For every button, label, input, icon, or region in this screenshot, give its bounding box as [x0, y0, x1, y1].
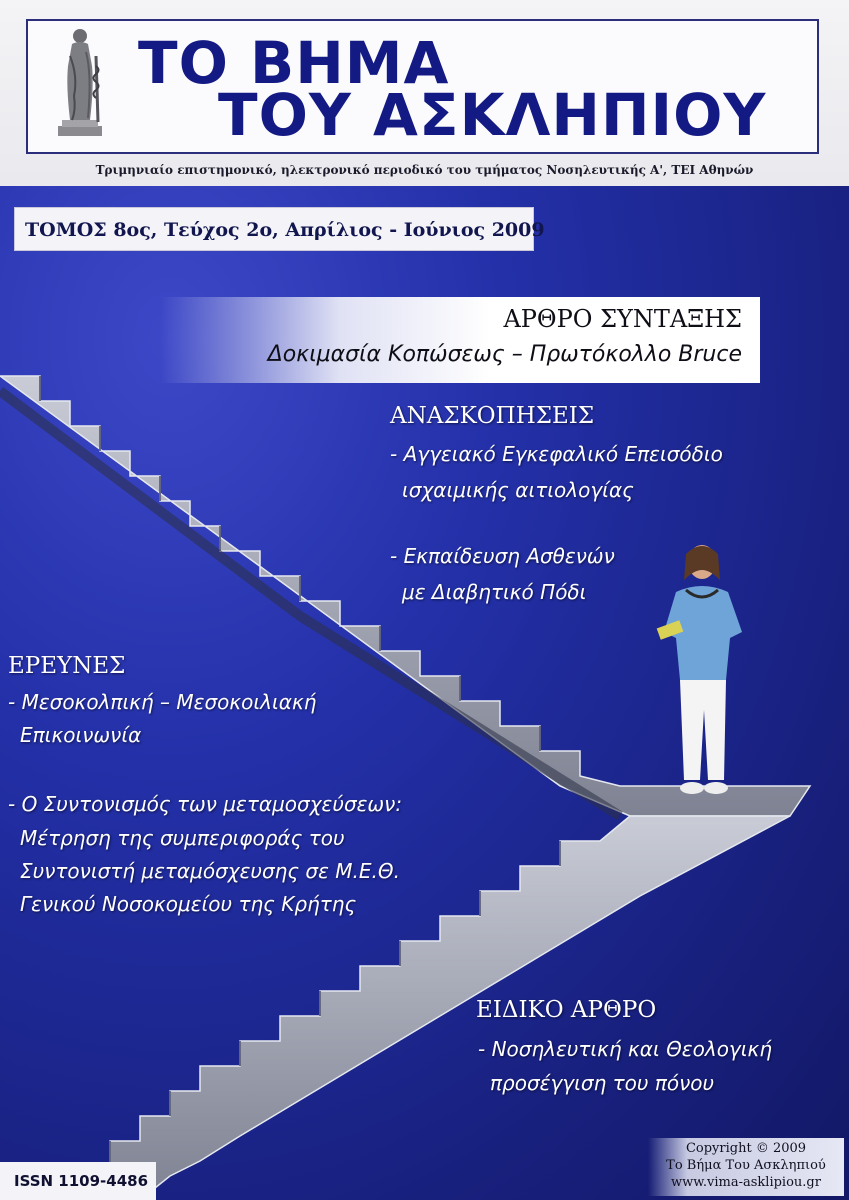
- copyright-text: Copyright © 2009: [685, 1141, 807, 1156]
- research-item-2-line2: Μέτρηση της συμπεριφοράς του: [20, 826, 345, 850]
- editorial-banner: [160, 297, 760, 383]
- issn-label: ISSN 1109-4486: [0, 1162, 156, 1200]
- reviews-heading: ΑΝΑΣΚΟΠΗΣΕΙΣ: [390, 403, 595, 429]
- special-item-line1: - Νοσηλευτική και Θεολογική: [478, 1037, 772, 1061]
- research-item-1-line2: Επικοινωνία: [20, 723, 142, 747]
- research-item-2-line1: - Ο Συντονισμός των μεταμοσχεύσεων:: [8, 792, 403, 816]
- asclepius-statue-icon: [48, 26, 112, 140]
- editorial-article-title: Δοκιμασία Κοπώσεως – Πρωτόκολλο Bruce: [267, 342, 742, 367]
- nurse-figure: [650, 540, 760, 802]
- review-item-2-line2: με Διαβητικό Πόδι: [402, 580, 587, 604]
- special-heading: ΕΙΔΙΚΟ ΑΡΘΡΟ: [476, 997, 657, 1023]
- research-heading: ΕΡΕΥΝΕΣ: [8, 653, 126, 679]
- masthead: [0, 0, 849, 186]
- research-item-2-line4: Γενικού Νοσοκομείου της Κρήτης: [20, 892, 357, 916]
- journal-subtitle: Τριμηνιαίο επιστημονικό, ηλεκτρονικό περιοδικό του τμήματος Νοσηλευτικής Α', ΤΕΙ Αθηνών: [95, 163, 754, 177]
- journal-title-line1: ΤΟ ΒΗΜΑ: [138, 29, 450, 97]
- research-item-2-line3: Συντονιστή μεταμόσχευσης σε Μ.Ε.Θ.: [20, 859, 400, 883]
- special-item-line2: προσέγγιση του πόνου: [490, 1071, 715, 1095]
- research-item-1-line1: - Μεσοκολπική – Μεσοκοιλιακή: [8, 690, 317, 714]
- review-item-1-line1: - Αγγειακό Εγκεφαλικό Επεισόδιο: [390, 442, 723, 466]
- review-item-2-line1: - Εκπαίδευση Ασθενών: [390, 544, 615, 568]
- website-link[interactable]: www.vima-asklipiou.gr: [671, 1175, 821, 1190]
- copyright-block: [648, 1138, 844, 1196]
- publisher-name: Το Βήμα Του Ασκληπιού: [666, 1158, 826, 1173]
- journal-title-line2: ΤΟΥ ΑΣΚΛΗΠΙΟΥ: [218, 81, 767, 149]
- volume-issue-label: ΤΟΜΟΣ 8ος, Τεύχος 2ο, Απρίλιος - Ιούνιος 2009: [14, 207, 534, 251]
- review-item-1-line2: ισχαιμικής αιτιολογίας: [402, 478, 634, 502]
- editorial-heading: ΑΡΘΡΟ ΣΥΝΤΑΞΗΣ: [503, 305, 742, 333]
